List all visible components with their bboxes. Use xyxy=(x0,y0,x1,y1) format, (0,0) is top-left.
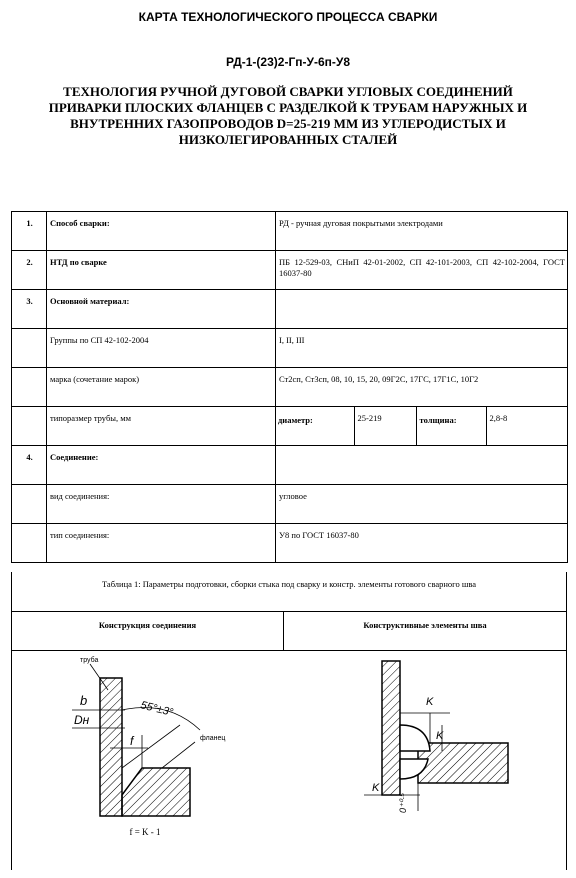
row-value: РД - ручная дуговая покрытыми электродами xyxy=(276,212,568,251)
f-label: f xyxy=(130,734,134,748)
subtitle-line: ПРИВАРКИ ПЛОСКИХ ФЛАНЦЕВ С РАЗДЕЛКОЙ К ТРУБАМ НАРУЖНЫХ И xyxy=(48,100,528,115)
weld-bead xyxy=(400,725,430,751)
table-row xyxy=(12,329,568,368)
row-label: Группы по СП 42-102-2004 xyxy=(47,329,276,368)
formula: f = K - 1 xyxy=(129,827,161,837)
joint-construction-drawing xyxy=(50,650,280,825)
row-value: I, II, III xyxy=(276,329,568,368)
row-label: типоразмер трубы, мм xyxy=(47,407,276,446)
document-subtitle xyxy=(0,84,576,148)
pipe-wall xyxy=(100,678,122,816)
diameter-label: диаметр: xyxy=(276,407,354,445)
b-label: b xyxy=(80,693,88,708)
row-number: 2. xyxy=(12,251,47,290)
row-label: марка (сочетание марок) xyxy=(47,368,276,407)
pipe-label: труба xyxy=(80,657,99,664)
row-number xyxy=(12,524,47,563)
table-row xyxy=(12,251,568,290)
row-number: 4. xyxy=(12,446,47,485)
size-subtable xyxy=(276,407,567,445)
table-caption: Таблица 1: Параметры подготовки, сборки стыка под сварку и констр. элементы готового сварного шва xyxy=(11,572,567,612)
row-number: 3. xyxy=(12,290,47,329)
row-value: ПБ 12-529-03, СНиП 42-01-2002, СП 42-101-2003, СП 42-102-2004, ГОСТ 16037-80 xyxy=(276,251,568,290)
document-code: РД-1-(23)2-Гп-У-6п-У8 xyxy=(225,55,351,69)
row-label: Способ сварки: xyxy=(47,212,276,251)
row-value: Ст2сп, Ст3сп, 08, 10, 15, 20, 09Г2С, 17ГС, 17Г1С, 10Г2 xyxy=(276,368,568,407)
column-header-weld-elements: Конструктивные элементы шва xyxy=(363,620,487,630)
figure-header-row xyxy=(11,611,567,651)
flange-label: фланец xyxy=(200,735,226,742)
row-label: вид соединения: xyxy=(47,485,276,524)
row-number: 1. xyxy=(12,212,47,251)
row-value: У8 по ГОСТ 16037-80 xyxy=(276,524,568,563)
row-value xyxy=(276,290,568,329)
weld-elements-drawing xyxy=(360,655,510,815)
table-row xyxy=(12,485,568,524)
diameter-value: 25-219 xyxy=(354,407,416,445)
row-value xyxy=(276,407,568,446)
k-label-side: K xyxy=(436,730,444,742)
table-row xyxy=(12,524,568,563)
thickness-value: 2,8-8 xyxy=(489,413,508,423)
document-title: КАРТА ТЕХНОЛОГИЧЕСКОГО ПРОЦЕССА СВАРКИ xyxy=(138,10,438,24)
subtitle-line: ВНУТРЕННИХ ГАЗОПРОВОДОВ D=25-219 ММ ИЗ УГЛЕРОДИСТЫХ И xyxy=(70,116,506,131)
row-value xyxy=(276,446,568,485)
row-label: НТД по сварке xyxy=(47,251,276,290)
process-table xyxy=(11,211,568,563)
angle-label: 55°±3° xyxy=(139,699,175,719)
pipe-wall xyxy=(382,661,400,795)
k-label-bottom: K xyxy=(372,782,380,794)
row-label: Основной материал: xyxy=(47,290,276,329)
column-header-construction: Конструкция соединения xyxy=(12,612,284,650)
table-row xyxy=(12,290,568,329)
row-number xyxy=(12,329,47,368)
row-number xyxy=(12,368,47,407)
border-line xyxy=(11,650,12,870)
tolerance-label: 0⁺⁰·⁵ xyxy=(398,792,408,813)
subtitle-line: НИЗКОЛЕГИРОВАННЫХ СТАЛЕЙ xyxy=(178,132,398,147)
table-row xyxy=(12,446,568,485)
subtitle-line: ТЕХНОЛОГИЯ РУЧНОЙ ДУГОВОЙ СВАРКИ УГЛОВЫХ СОЕДИНЕНИЙ xyxy=(63,84,513,99)
row-number xyxy=(12,485,47,524)
k-label-top: K xyxy=(426,696,434,708)
flange xyxy=(418,743,508,783)
table-row xyxy=(12,368,568,407)
row-label: тип соединения: xyxy=(47,524,276,563)
border-line xyxy=(566,650,567,870)
table-row xyxy=(12,407,568,446)
flange xyxy=(122,768,190,816)
thickness-label: толщина: xyxy=(416,407,486,445)
row-label: Соединение: xyxy=(47,446,276,485)
table-row xyxy=(12,212,568,251)
row-number xyxy=(12,407,47,446)
row-value: угловое xyxy=(276,485,568,524)
dn-label: Dн xyxy=(74,713,90,727)
